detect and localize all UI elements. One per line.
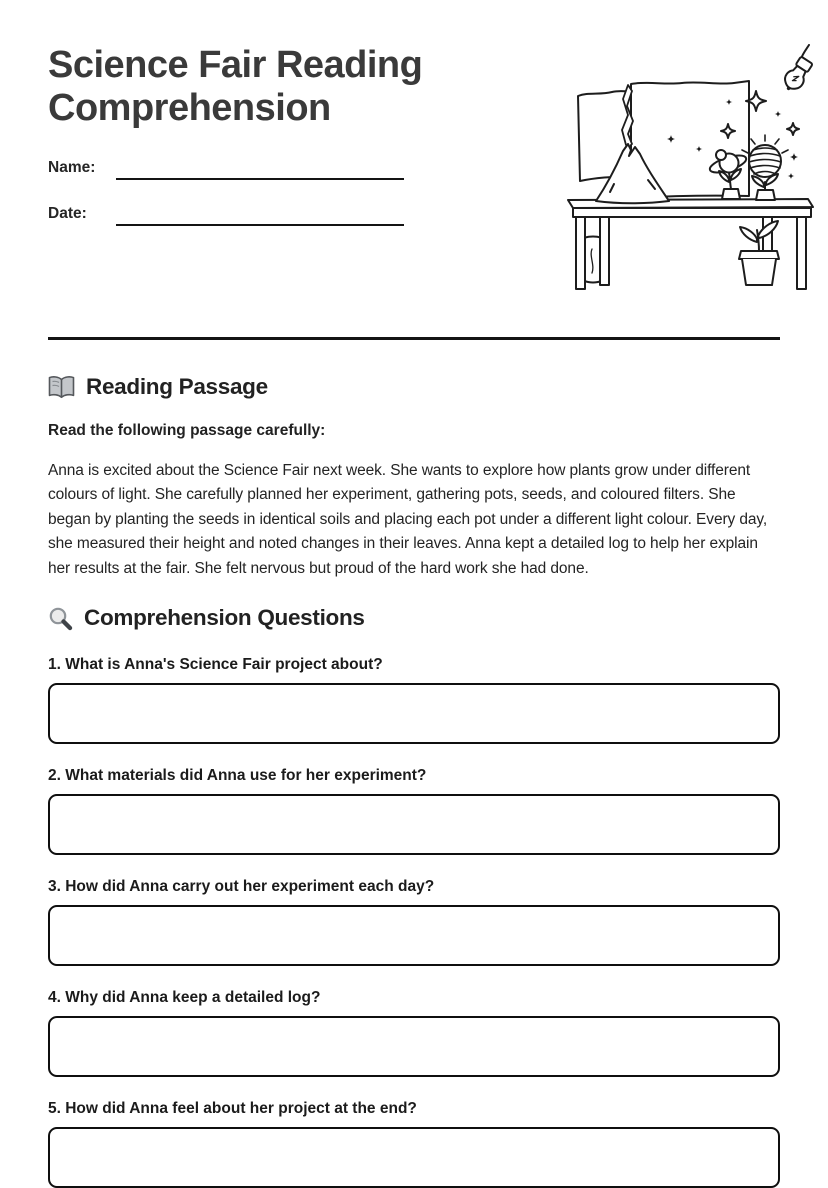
- date-label: Date:: [48, 205, 87, 222]
- answer-box-1[interactable]: [48, 683, 780, 744]
- question-1: [48, 656, 780, 744]
- answer-box-3[interactable]: [48, 905, 780, 966]
- open-book-icon: [48, 375, 75, 399]
- science-fair-illustration: [556, 44, 828, 297]
- question-3: [48, 878, 780, 966]
- reading-passage-text: Anna is excited about the Science Fair next week. She wants to explore how plants grow under different colours of light. She carefully planned her experiment, gathering pots, seeds, and coloured filters. She began by planting the seeds in identical soils and placing each pot under a different light colour. Every day, she measured their height and noted changes in their leaves. Anna kept a detailed log to help her explain her results at the fair. She felt nervous but proud of the hard work she had done.: [48, 462, 768, 577]
- comprehension-questions-heading: [48, 605, 780, 631]
- question-3-label: 3. How did Anna carry out her experiment each day?: [48, 878, 435, 896]
- question-2: [48, 767, 780, 855]
- question-4: [48, 989, 780, 1077]
- answer-box-2[interactable]: [48, 794, 780, 855]
- name-label: Name:: [48, 159, 96, 176]
- passage-instruction: Read the following passage carefully:: [48, 422, 326, 439]
- answer-box-5[interactable]: [48, 1127, 780, 1188]
- page-title: Science Fair Reading Comprehension: [48, 44, 423, 129]
- name-input-line[interactable]: [116, 160, 404, 180]
- reading-passage-heading-text: Reading Passage: [86, 374, 268, 399]
- question-5: [48, 1100, 780, 1188]
- date-input-line[interactable]: [116, 206, 404, 226]
- question-2-label: 2. What materials did Anna use for her experiment?: [48, 767, 427, 785]
- section-divider: [48, 337, 780, 340]
- question-5-label: 5. How did Anna feel about her project at the end?: [48, 1100, 417, 1118]
- comprehension-questions-heading-text: Comprehension Questions: [84, 605, 365, 631]
- reading-passage-heading: [48, 374, 780, 400]
- magnifying-glass-icon: [48, 606, 73, 631]
- question-4-label: 4. Why did Anna keep a detailed log?: [48, 989, 321, 1007]
- questions-list: [48, 656, 780, 1188]
- answer-box-4[interactable]: [48, 1016, 780, 1077]
- header: [48, 0, 780, 337]
- question-1-label: 1. What is Anna's Science Fair project about?: [48, 656, 383, 674]
